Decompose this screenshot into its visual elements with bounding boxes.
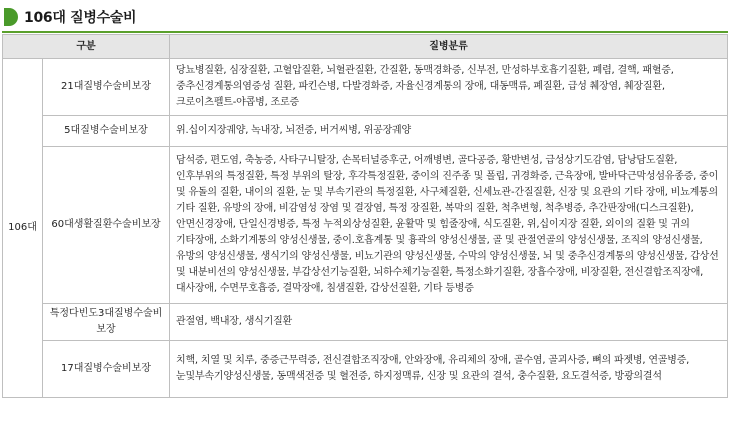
row-category: 21대질병수술비보장 xyxy=(43,59,170,116)
row-category: 60대생활질환수술비보장 xyxy=(43,147,170,304)
row-diseases: 담석증, 편도염, 축농증, 사타구니탈장, 손목터널증후군, 어깨병변, 골다공증, 황반변성, 급성상기도감염, 담낭담도질환, 인후부위의 특정질환, 특정 부위의 탈장, 후각특정질환, 중이의 진주종 및 폴립, 귀경화증, 근육장애, 발바닥근막성섬유종증, 중이 및 유돌의 질환, 내이의 질환, 눈 및 부속기관의 특정질환, 사구체질환, 신세뇨관-간질질환, 신장 및 요관의 기타 장애, 비뇨계통의 기타 질환, 유방의 장애, 비감염성 장염 및 결장염, 특정 장질환, 복막의 질환, 척추변형, 척추병증, 추간판장애(디스크질환), 안면신경장애, 단일신경병증, 특정 누적외상성질환, 윤활막 및 힘줄장애, 식도질환, 위,십이지장 질환, 외이의 질환 및 귀의 기타장애, 소화기계통의 양성신생물, 중이.호흡계통 및 흉곽의 양성신생물, 골 및 관절연골의 양성신생물, 조직의 양성신생물, 유방의 양성신생물, 생식기의 양성신생물, 비뇨기관의 양성신생물, 수막의 양성신생물, 뇌 및 중추신경계통의 양성신생물, 갑상선 및 내분비선의 양성신생물, 부갑상선기능질환, 뇌하수체기능질환, 특정소화기질환, 장흡수장애, 비장질환, 전신결합조직장애, 대사장애, 수면무호흡증, 결막장애, 침샘질환, 갑상선질환, 기타 등병증 xyxy=(170,147,728,304)
disease-surgery-table xyxy=(2,34,728,398)
row-category: 특정다빈도3대질병수술비보장 xyxy=(43,304,170,341)
title-marker-icon xyxy=(4,8,18,26)
table-header-row xyxy=(3,35,728,59)
table-row xyxy=(3,147,728,304)
row-diseases: 당뇨병질환, 심장질환, 고혈압질환, 뇌혈관질환, 간질환, 동맥경화증, 신부전, 만성하부호흡기질환, 폐렴, 결핵, 패혈증, 중추신경계통의염증성 질환, 파킨슨병, 다발경화증, 자율신경계통의 장애, 대동맥류, 폐질환, 급성 췌장염, 췌장질환, 크로이츠펠트-야콥병, 조로증 xyxy=(170,59,728,116)
table-row xyxy=(3,341,728,398)
group-label: 106대 xyxy=(3,59,43,398)
table-row xyxy=(3,304,728,341)
header-category: 구분 xyxy=(3,35,170,59)
page-title: 106대 질병수술비 xyxy=(24,10,137,26)
section-title-bar xyxy=(2,3,728,33)
row-diseases: 치핵, 치열 및 치루, 중증근무력증, 전신결합조직장애, 안와장애, 유리체의 장애, 골수염, 골괴사증, 뼈의 파젯병, 연골병증, 눈및부속기양성신생물, 동맥색전증 및 혈전증, 하지정맥류, 신장 및 요관의 결석, 충수질환, 요도결석증, 방광의결석 xyxy=(170,341,728,398)
row-category: 5대질병수술비보장 xyxy=(43,116,170,147)
table-row xyxy=(3,116,728,147)
row-diseases: 관절염, 백내장, 생식기질환 xyxy=(170,304,728,341)
row-category: 17대질병수술비보장 xyxy=(43,341,170,398)
table-row xyxy=(3,59,728,116)
header-classification: 질병분류 xyxy=(170,35,728,59)
row-diseases: 위.십이지장궤양, 녹내장, 뇌전증, 버거씨병, 위공장궤양 xyxy=(170,116,728,147)
